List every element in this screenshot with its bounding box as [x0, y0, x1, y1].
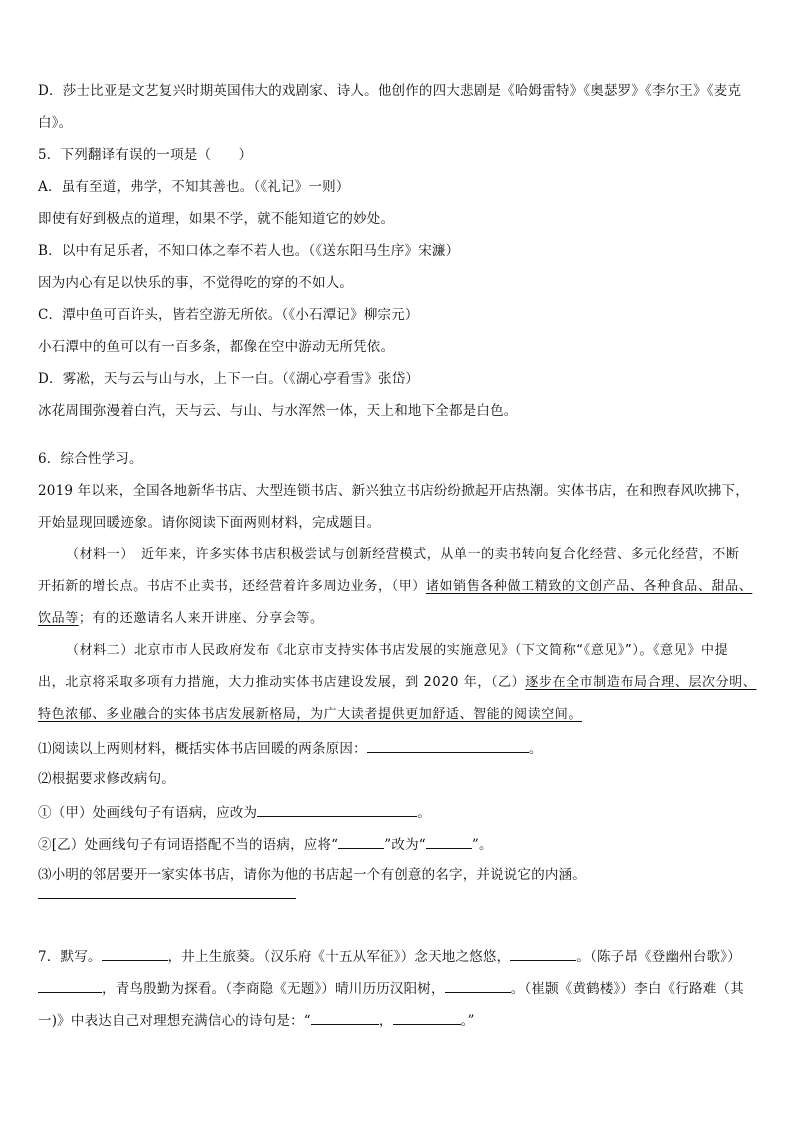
q7-text: 一)》中表达自己对理想充满信心的诗句是：“ — [38, 1013, 311, 1029]
material-2-line2 — [38, 674, 764, 692]
q5-option-c: C．潭中鱼可百许头，皆若空游无所依。（《小石潭记》柳宗元） — [38, 307, 419, 323]
answer-blank[interactable] — [367, 738, 529, 753]
material-1-text: ；有的还邀请名人来开讲座、分享会等。 — [78, 611, 324, 626]
q6-sub1 — [38, 738, 764, 758]
answer-blank[interactable] — [257, 802, 417, 817]
q6-sub3: ⑶小明的邻居要开一家实体书店，请你为他的书店起一个有创意的名字，并说说它的内涵。 — [38, 867, 586, 883]
punct: ， — [378, 1013, 393, 1029]
q7-text: 。（崔颢《黄鹤楼》）李白《行路难（其 — [510, 981, 744, 997]
q5-option-b-translation: 因为内心有足以快乐的事，不觉得吃的穿的不如人。 — [38, 275, 354, 291]
underlined-sentence-jia: 诸如销售各种做工精致的文创产品、各种食品、甜品、 — [425, 579, 753, 594]
punct: ”。 — [471, 837, 493, 853]
q7-stem: 7．默写。 — [38, 949, 102, 965]
q7-text: ，井上生旅葵。（汉乐府《十五从军征》）念天地之悠悠， — [167, 949, 511, 965]
punct: 。 — [417, 805, 431, 821]
q6-stem: 6．综合性学习。 — [38, 451, 143, 467]
q5-option-d: D．雾凇，天与云与山与水，上下一白。（《湖心亭看雪》张岱） — [38, 371, 420, 387]
punct: 。 — [528, 741, 543, 757]
answer-blank[interactable] — [393, 1010, 461, 1025]
material-1-line2 — [38, 578, 764, 596]
q6-sub2b — [38, 834, 764, 854]
q6-sub2: ⑵根据要求修改病句。 — [38, 771, 175, 787]
material-2-text: 出，北京将采取多项有力措施，大力推动实体书店建设发展，到 2020 年，（乙） — [38, 675, 526, 690]
underlined-sentence-yi: 逐步在全市制造布局合理、层次分明、 — [525, 675, 757, 690]
q6-intro-line2: 开始显现回暖迹象。请你阅读下面两则材料，完成题目。 — [38, 515, 381, 531]
q5-option-a-translation: 即使有好到极点的道理，如果不学，就不能知道它的妙处。 — [38, 211, 395, 227]
q5-option-b: B．以中有足乐者，不知口体之奉不若人也。（《送东阳马生序》宋濂） — [38, 243, 460, 259]
q7-line2 — [38, 978, 764, 998]
q6-sub2b-text: ②[乙）处画线句子有词语搭配不当的语病，应将“ — [38, 837, 339, 853]
q6-sub2a-text: ①（甲）处画线句子有语病，应改为 — [38, 805, 258, 821]
answer-blank[interactable] — [102, 946, 168, 961]
q6-sub2a — [38, 802, 764, 822]
answer-blank[interactable] — [426, 834, 472, 849]
q5-option-d-translation: 冰花周围弥漫着白汽，天与云、与山、与水浑然一体，天上和地下全都是白色。 — [38, 403, 518, 419]
q5-option-a: A．虽有至道，弗学，不知其善也。（《礼记》一则） — [38, 179, 350, 195]
answer-blank[interactable] — [338, 834, 384, 849]
material-2-line1: （材料二）北京市市人民政府发布《北京市支持实体书店发展的实施意见》（下文简称“《意见》”）。《意见》中提 — [66, 643, 729, 658]
underlined-sentence-yi-end: 特色浓郁、多业融合的实体书店发展新格局，为广大读者提供更加舒适、智能的阅读空间。 — [38, 707, 583, 722]
q6-sub2b-text: ”改为“ — [384, 837, 426, 853]
material-1-line1: （材料一） 近年来，许多实体书店积极尝试与创新经营模式，从单一的卖书转向复合化经营、多元化经营，不断 — [66, 547, 740, 562]
q6-sub1-text: ⑴阅读以上两则材料，概括实体书店回暖的两条原因： — [38, 741, 367, 757]
answer-blank[interactable] — [311, 1010, 379, 1025]
q7-line1 — [38, 946, 764, 966]
q4-option-d-line1: D．莎士比亚是文艺复兴时期英国伟大的戏剧家、诗人。他创作的四大悲剧是《哈姆雷特》《奥瑟罗》《李尔王》《麦克 — [38, 83, 742, 99]
underlined-sentence-jia-end: 饮品等 — [38, 611, 79, 626]
q7-text: ，青鸟殷勤为探看。（李商隐《无题》）晴川历历汉阳树， — [102, 981, 445, 997]
punct: 。” — [460, 1013, 475, 1029]
answer-blank[interactable] — [445, 978, 511, 993]
q5-option-c-translation: 小石潭中的鱼可以有一百多条，都像在空中游动无所凭依。 — [38, 339, 395, 355]
q4-option-d-line2: 白》。 — [38, 115, 73, 131]
material-1-text: 开拓新的增长点。书店不止卖书，还经营着许多周边业务，（甲） — [38, 579, 426, 594]
q6-intro-line1: 2019 年以来，全国各地新华书店、大型连锁书店、新兴独立书店纷纷掀起开店热潮。实体书店，在和煦春风吹拂下， — [38, 483, 749, 499]
material-1-line3 — [38, 610, 764, 628]
answer-line[interactable] — [38, 898, 296, 899]
answer-blank[interactable] — [38, 978, 102, 993]
q5-stem: 5．下列翻译有误的一项是（ ） — [38, 147, 253, 163]
q7-line3 — [38, 1010, 764, 1030]
q7-text: 。（陈子昂《登幽州台歌》） — [576, 949, 741, 965]
answer-blank[interactable] — [510, 946, 576, 961]
